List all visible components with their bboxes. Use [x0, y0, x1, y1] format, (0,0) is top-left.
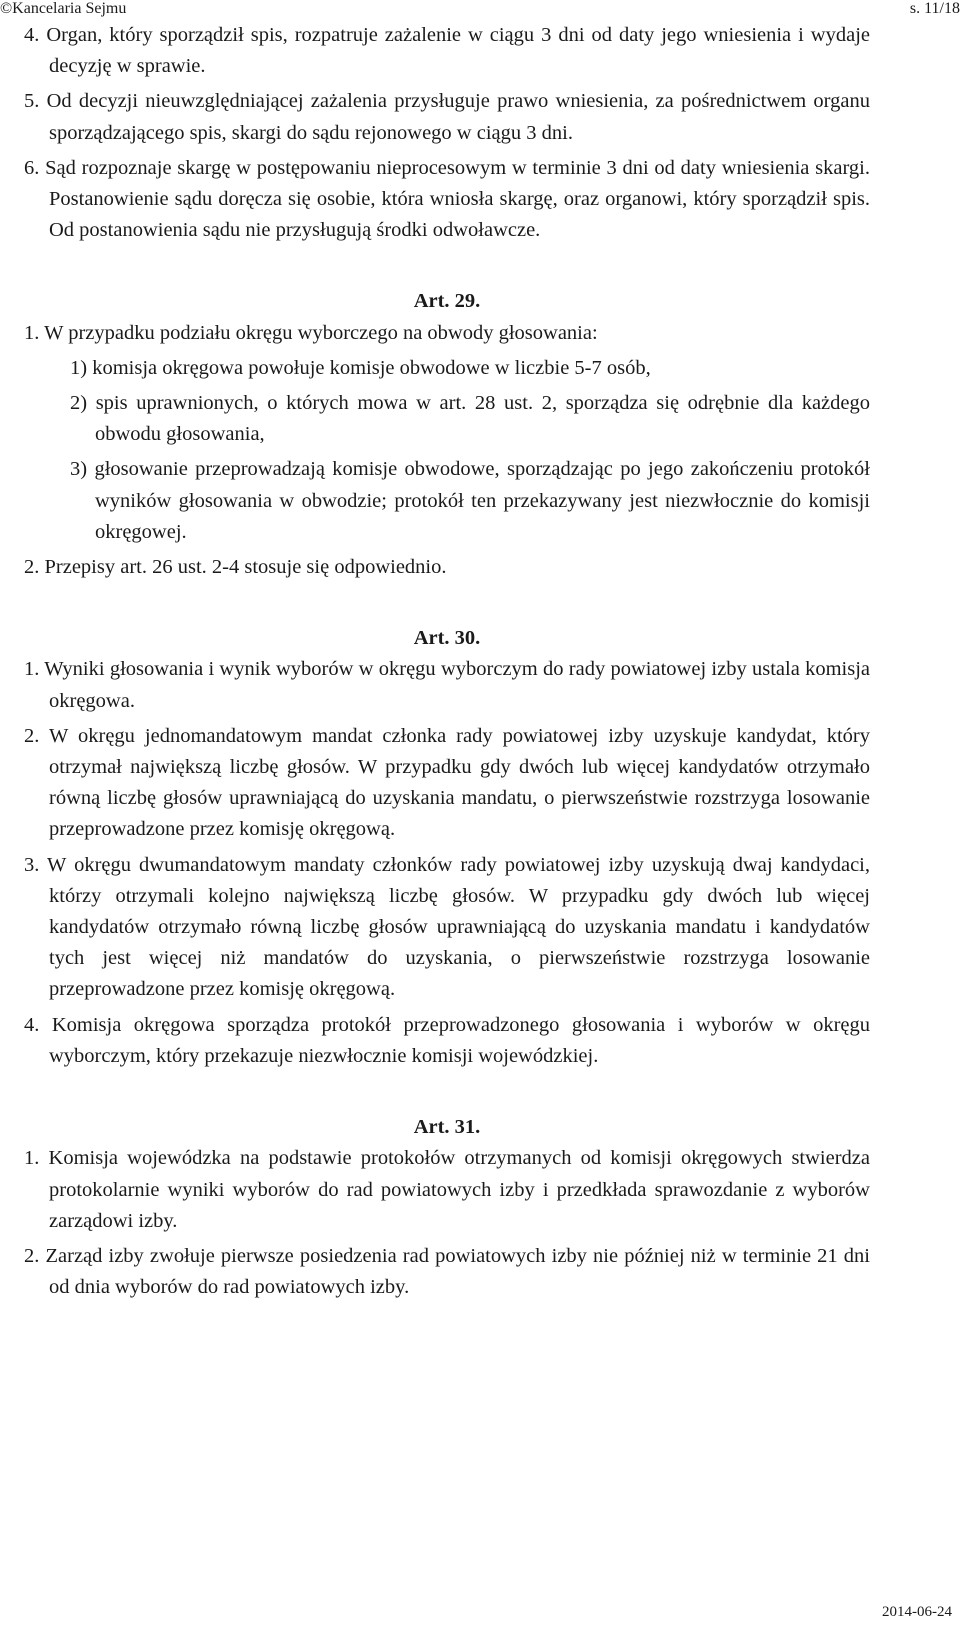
paragraph: 3. W okręgu dwumandatowym mandaty członków rady powiatowej izby uzyskują dwaj kandydaci, którzy otrzymali kolejno największą liczbę głosów. W przypadku gdy dwóch lub więcej kandydatów otrzymało równą liczbę głosów uprawniającą do uzyskania mandatu i kandydatów tych jest więcej niż mandatów do uzyskania, o pierwszeństwie rozstrzyga losowanie przeprowadzone przez komisję okręgową. [24, 853, 870, 1001]
paragraph: 2. W okręgu jednomandatowym mandat członka rady powiatowej izby uzyskuje kandydat, który otrzymał największą liczbę głosów. W przypadku gdy dwóch lub więcej kandydatów otrzymało równą liczbę głosów uprawniającą do uzyskania mandatu, o pierwszeństwie rozstrzyga losowanie przeprowadzone przez komisję okręgową. [24, 724, 870, 841]
paragraph: 2. Zarząd izby zwołuje pierwsze posiedzenia rad powiatowych izby nie później niż w terminie 21 dni od dnia wyborów do rad powiatowych izby. [24, 1244, 870, 1299]
header-copyright: ©Kancelaria Sejmu [0, 0, 127, 17]
paragraph: 4. Komisja okręgowa sporządza protokół przeprowadzonego głosowania i wyborów w okręgu wyborczym, który przekazuje niezwłocznie komisji wojewódzkiej. [24, 1013, 870, 1067]
list-item: 2) spis uprawnionych, o których mowa w art. 28 ust. 2, sporządza się odrębnie dla każdego obwodu głosowania, [70, 392, 870, 446]
header-page-number: s. 11/18 [909, 0, 960, 17]
list-item: 3) głosowanie przeprowadzają komisje obwodowe, sporządzając po jego zakończeniu protokół wyników głosowania w obwodzie; protokół ten przekazywany jest niezwłocznie do komisji okręgowej. [70, 458, 870, 543]
article-heading: Art. 31. [413, 1116, 481, 1139]
paragraph: 5. Od decyzji nieuwzględniającej zażalenia przysługuje prawo wniesienia, za pośrednictwem organu sporządzającego spis, skargi do sądu rejonowego w ciągu 3 dni. [24, 90, 870, 144]
list-item: 1) komisja okręgowa powołuje komisje obwodowe w liczbie 5-7 osób, [70, 356, 651, 379]
paragraph: 2. Przepisy art. 26 ust. 2-4 stosuje się odpowiednio. [24, 556, 447, 579]
article-heading: Art. 29. [413, 290, 481, 313]
paragraph: 1. Komisja wojewódzka na podstawie protokołów otrzymanych od komisji okręgowych stwierdza protokolarnie wyniki wyborów do rad powiatowych izby i przedkłada sprawozdanie z wyborów zarządowi izby. [24, 1147, 870, 1232]
paragraph: 1. Wyniki głosowania i wynik wyborów w okręgu wyborczym do rady powiatowej izby ustala komisja okręgowa. [24, 658, 870, 712]
document-body [24, 20, 870, 1303]
paragraph: 4. Organ, który sporządził spis, rozpatruje zażalenie w ciągu 3 dni od daty jego wniesienia i wydaje decyzję w sprawie. [24, 24, 870, 78]
article-heading: Art. 30. [413, 627, 481, 650]
paragraph: 6. Sąd rozpoznaje skargę w postępowaniu nieprocesowym w terminie 3 dni od daty wniesienia skargi. Postanowienie sądu doręcza się osobie, która wniosła skargę, oraz organowi, który sporządził spis. Od postanowienia sądu nie przysługują środki odwoławcze. [24, 156, 870, 242]
paragraph: 1. W przypadku podziału okręgu wyborczego na obwody głosowania: [24, 321, 598, 344]
footer-date: 2014-06-24 [882, 1604, 952, 1620]
